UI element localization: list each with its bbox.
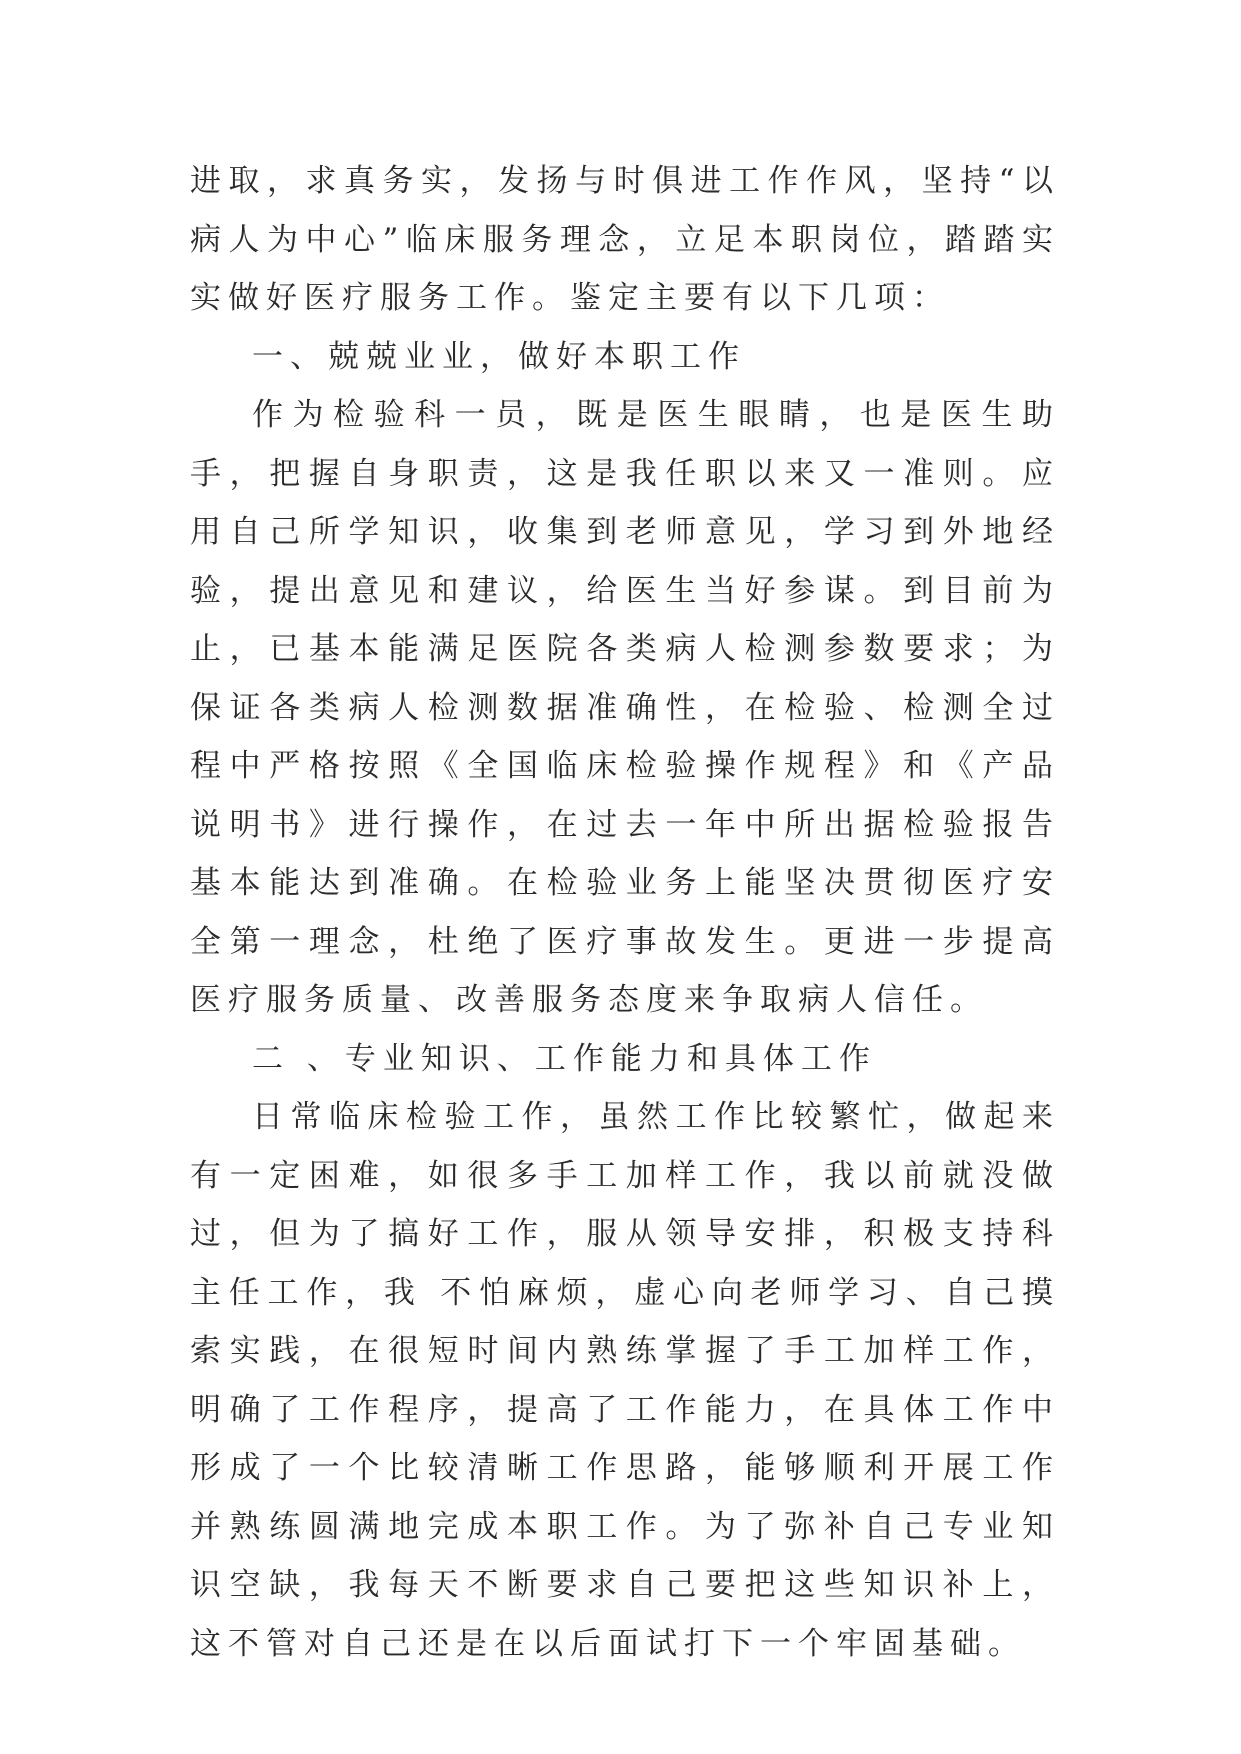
paragraph-section-2: 日常临床检验工作，虽然工作比较繁忙，做起来有一定困难，如很多手工加样工作，我以前就没做过，但为了搞好工作，服从领导安排，积极支持科主任工作，我 不怕麻烦，虚心向老师学习、自己摸索实践，在很短时间内熟练掌握了手工加样工作，明确了工作程序，提高了工作能力，在具体工作中形成了一个比较清晰工作思路，能够顺利开展工作并熟练圆满地完成本职工作。为了弥补自己专业知识空缺，我每天不断要求自己要把这些知识补上，这不管对自己还是在以后面试打下一个牢固基础。: [190, 1099, 1060, 1662]
section-heading-2: 二 、专业知识、工作能力和具体工作: [252, 1040, 877, 1077]
paragraph-continuation: 进取，求真务实，发扬与时俱进工作作风，坚持“以病人为中心”临床服务理念，立足本职岗位，踏踏实实做好医疗服务工作。鉴定主要有以下几项：: [190, 163, 1060, 316]
paragraph-section-1: 作为检验科一员，既是医生眼睛，也是医生助手，把握自身职责，这是我任职以来又一准则。应用自己所学知识，收集到老师意见，学习到外地经验，提出意见和建议，给医生当好参谋。到目前为止，已基本能满足医院各类病人检测参数要求；为保证各类病人检测数据准确性，在检验、检测全过程中严格按照《全国临床检验操作规程》和《产品说明书》进行操作，在过去一年中所出据检验报告基本能达到准确。在检验业务上能坚决贯彻医疗安全第一理念，杜绝了医疗事故发生。更进一步提高医疗服务质量、改善服务态度来争取病人信任。: [190, 397, 1060, 1018]
section-heading-1: 一、兢兢业业，做好本职工作: [252, 338, 746, 375]
body-text: [190, 152, 1060, 1673]
